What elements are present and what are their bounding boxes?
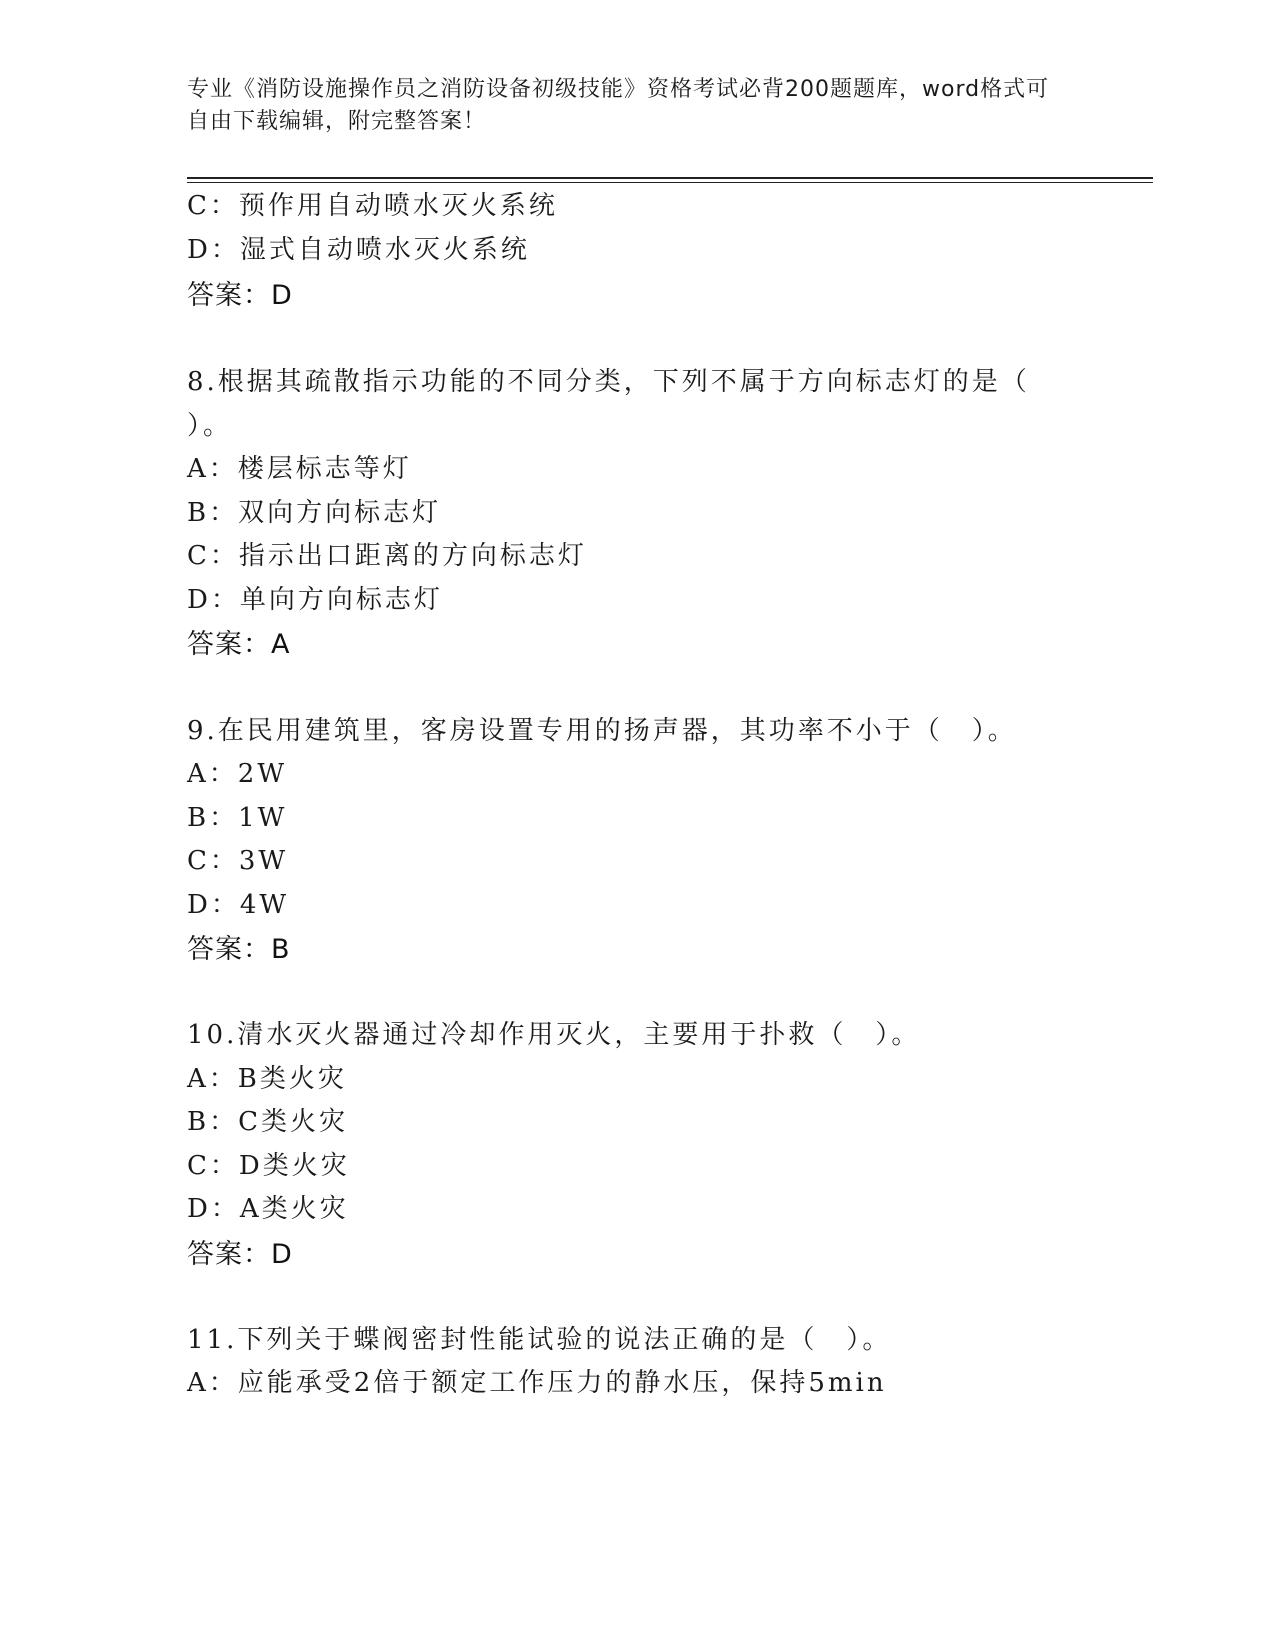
header-divider-thin: [187, 182, 1153, 183]
q10-option-d: D：A类火灾: [187, 1194, 349, 1224]
q8-option-c: C：指示出口距离的方向标志灯: [187, 541, 587, 571]
q8-option-d: D：单向方向标志灯: [187, 585, 443, 615]
q10-answer: 答案：D: [187, 1239, 293, 1270]
q8-stem-line2: ）。: [187, 411, 233, 441]
q8-answer: 答案：A: [187, 629, 291, 660]
q10-option-a: A：B类火灾: [187, 1064, 347, 1094]
q7-option-c: C：预作用自动喷水灭火系统: [187, 191, 558, 221]
document-header: 专业《消防设施操作员之消防设备初级技能》资格考试必背200题题库，word格式可自由下载编辑，附完整答案！: [187, 77, 1050, 134]
q9-option-c: C：3W: [187, 846, 289, 876]
q8-option-a: A：楼层标志等灯: [187, 454, 412, 484]
q8-option-b: B：双向方向标志灯: [187, 498, 442, 528]
q9-stem: 9.在民用建筑里，客房设置专用的扬声器，其功率不小于（ ）。: [187, 716, 1017, 746]
q11-option-a: A：应能承受2倍于额定工作压力的静水压，保持5min: [187, 1368, 887, 1398]
q10-option-c: C：D类火灾: [187, 1151, 350, 1181]
q7-answer: 答案：D: [187, 280, 293, 311]
q9-answer: 答案：B: [187, 934, 291, 965]
q11-stem: 11.下列关于蝶阀密封性能试验的说法正确的是（ ）。: [187, 1325, 892, 1355]
q8-stem-line1: 8.根据其疏散指示功能的不同分类，下列不属于方向标志灯的是（: [187, 367, 1030, 397]
q9-option-d: D：4W: [187, 890, 290, 920]
q9-option-b: B：1W: [187, 803, 288, 833]
q7-option-d: D：湿式自动喷水灭火系统: [187, 235, 530, 265]
q10-stem: 10.清水灭火器通过冷却作用灭火，主要用于扑救（ ）。: [187, 1020, 921, 1050]
q9-option-a: A：2W: [187, 759, 288, 789]
q10-option-b: B：C类火灾: [187, 1107, 349, 1137]
header-divider: [187, 177, 1153, 179]
